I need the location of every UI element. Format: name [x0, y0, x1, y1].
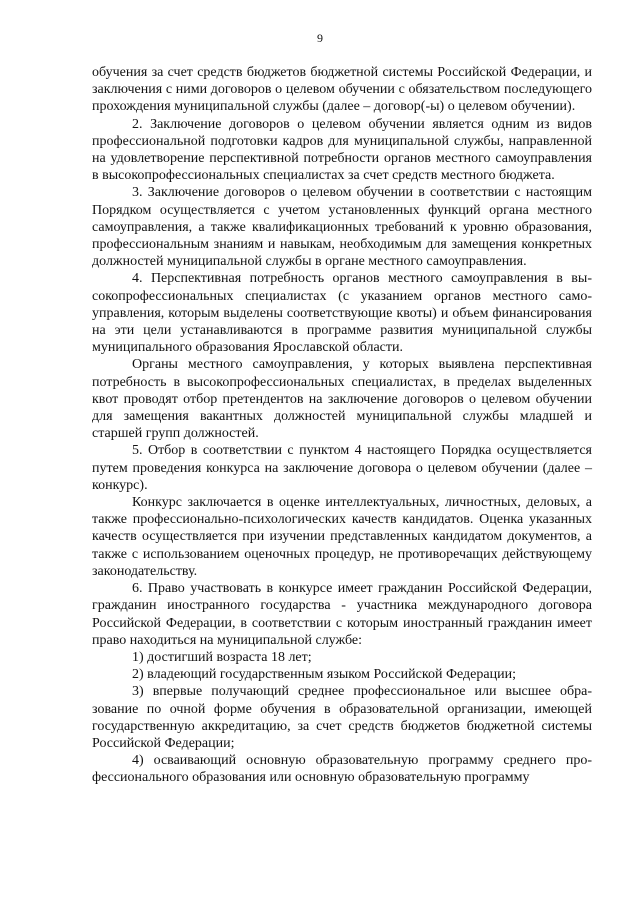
paragraph-clause-3: 3. Заключение договоров о целевом обучении в соответствии с настоящим Порядком осуществляется с учетом установленных функций органа местного самоуправления, а также квалификационных требований к уровню образования, профессиональным знаниям и навыкам, необходимым для замещения конкретных должностей муниципальной службы в органе местного самоуправления.	[92, 185, 592, 270]
list-item-1: 1) достигший возраста 18 лет;	[132, 649, 312, 665]
paragraph-clause-6: 6. Право участвовать в конкурсе имеет гражданин Российской Федерации, гражданин иностранного государства - участника международного договора Российской Федерации, в соответствии с которым иностранный гражданин имеет право находиться на муниципальной службе:	[92, 581, 592, 648]
paragraph-continuation: обучения за счет средств бюджетов бюджетной системы Российской Федерации, и заключения с ними договоров о целевом обучении с обязательством последующего прохождения муниципальной службы (далее – договор(-ы) о целевом обучении).	[92, 65, 592, 115]
page-number: 9	[317, 31, 323, 45]
paragraph-clause-2: 2. Заключение договоров о целевом обучении является одним из видов профессиональной подготовки кадров для муниципальной службы, направленной на удовлетворение перспективной потребности органов местного самоуправления в высокопрофессиональных специалистах за счет средств местного бюджета.	[92, 116, 592, 184]
document-body	[92, 64, 592, 787]
paragraph-clause-5: 5. Отбор в соответствии с пунктом 4 настоящего Порядка осуществляется путем проведения конкурса на заключение договора о целевом обучении (далее – конкурс).	[92, 443, 592, 493]
list-item-2: 2) владеющий государственным языком Российской Федерации;	[132, 667, 516, 683]
paragraph-clause-4: 4. Перспективная потребность органов местного самоуправления в высокопрофессиональных специалистах (с указанием органов местного самоуправления, которым выделены соответствующие квоты) и объем финансирования на эти цели устанавливаются в программе развития муниципальной службы муниципального образования Ярославской области.	[92, 271, 592, 356]
list-item-4: 4) осваивающий основную образовательную программу среднего профессионального образования или основную образовательную программу	[92, 753, 592, 786]
list-item-3: 3) впервые получающий среднее профессиональное или высшее образование по очной форме обучения в образовательной организации, имеющей государственную аккредитацию, за счет средств бюджетов бюджетной системы Российской Федерации;	[92, 684, 592, 751]
paragraph-clause-4-part-2: Органы местного самоуправления, у которых выявлена перспективная потребность в высокопрофессиональных специалистах, в пределах выделенных квот проводят отбор претендентов на заключение договоров о целевом обучении для замещения вакантных должностей муниципальной службы младшей и старшей групп должностей.	[92, 357, 592, 442]
paragraph-clause-5-part-2: Конкурс заключается в оценке интеллектуальных, личностных, деловых, а также профессионально-психологических качеств кандидатов. Оценка указанных качеств осуществляется при изучении представленных кандидатом документов, а также с использованием оценочных процедур, не противоречащих действующему законодательству.	[92, 495, 592, 579]
